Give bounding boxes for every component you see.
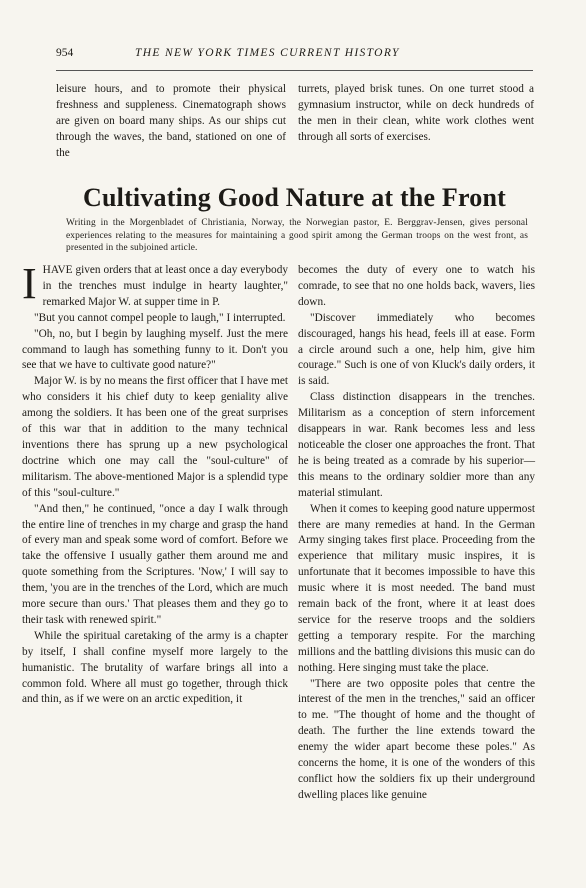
top-left-column — [56, 82, 286, 162]
header-rule — [56, 70, 533, 71]
top-right-paragraph: turrets, played brisk tunes. On one turret stood a gymnasium instructor, while on deck hundreds of the men in their clean, white work clothes went through all sorts of exercises. — [298, 83, 534, 143]
paragraph: "Discover immediately who becomes discouraged, hangs his head, feels ill at ease. Form a circle around such a one, help him, give him courage." Such is one of von Kluck's daily orders, it is said. — [298, 311, 535, 388]
first-paragraph — [22, 259, 288, 311]
article-title: Cultivating Good Nature at the Front — [83, 183, 506, 212]
page-number: 954 — [56, 47, 74, 59]
article-left-column — [22, 259, 288, 708]
paragraph: "Oh, no, but I begin by laughing myself. Just the mere command to laugh has something funny to it. Don't you see that we have to cultivate good nature?" — [22, 327, 288, 372]
top-left-paragraph: leisure hours, and to promote their physical freshness and suppleness. Cinematograph shows are given on board many ships. As our ships cut through the waves, the band, stationed on one of the — [56, 83, 286, 159]
paragraph: "There are two opposite poles that centre the interest of the men in the trenches," said an officer to me. "The thought of home and the thought of death. The further the line extends toward the enemy the wider apart become these poles." As concerns the home, it is one of the wonders of this conflict how the soldiers fix up their underground dwelling places like genuine — [298, 677, 535, 801]
paragraph: While the spiritual caretaking of the army is a chapter by itself, I shall confine myself more largely to the humanistic. The brutality of warfare brings all into a common fold. Where all must go together, through thick and thin, as if we were on an arctic expedition, it — [22, 629, 288, 706]
paragraph: Major W. is by no means the first officer that I have met who considers it his chief duty to keep geniality alive among the soldiers. It has been one of the great surprises of this war that in addition to the many technical inventions there has sprung up a new psychological doctrine which one may call the "soul-culture" of militarism. The above-mentioned Major is a splendid type of this "soul-culture." — [22, 375, 288, 499]
top-right-column — [298, 82, 534, 146]
running-head: THE NEW YORK TIMES CURRENT HISTORY — [135, 47, 400, 59]
paragraph: "And then," he continued, "once a day I walk through the entire line of trenches in my charge and grasp the hand of every man and speak some word of comfort. Before we take the offensive I usually gather them around me and quote something from the Scriptures. 'Now,' I will say to them, 'you are in the trenches of the Lord, which are much more secure than ours.' That pleases them and they go to their task with renewed spirit." — [22, 502, 288, 626]
first-paragraph-text: HAVE given orders that at least once a day everybody in the trenches must indulge in hearty laughter," remarked Major W. at supper time in P. — [42, 264, 288, 308]
paragraph: becomes the duty of every one to watch his comrade, to see that no one holds back, wavers, lies down. — [298, 264, 535, 308]
drop-cap: I — [22, 259, 37, 308]
paragraph: When it comes to keeping good nature uppermost there are many remedies at hand. In the German Army singing takes first place. Proceeding from the experience that military music inspires, it is unfortunate that it becomes impossible to have this music where it is most needed. The band must remain back of the front, where it at least does service for the reserve troops and the soldiers getting a temporary respite. For the marching millions and the battling divisions this music can do nothing. Here singing must take the place. — [298, 502, 535, 674]
article-intro: Writing in the Morgenbladet of Christiania, Norway, the Norwegian pastor, E. Berggrav-Jensen, gives personal experiences relating to the measures for maintaining a good spirit among the German troops on the west front, as presented in the subjoined article. — [66, 218, 528, 254]
paragraph: Class distinction disappears in the trenches. Militarism as a conception of stern inforcement disappears in war. Rank becomes less and less noticeable the closer one approaches the front. That he is being treated as a comrade by his superior—this means to the ordinary soldier more than any material stimulant. — [298, 391, 535, 499]
paragraph: "But you cannot compel people to laugh," I interrupted. — [34, 311, 286, 324]
article-right-column — [298, 263, 535, 804]
